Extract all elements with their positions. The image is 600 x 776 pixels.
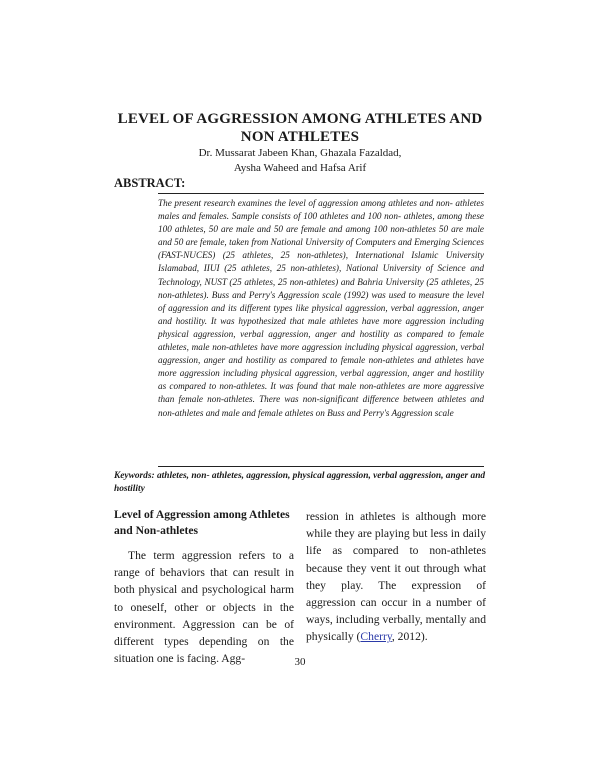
abstract-text: The present research examines the level of aggression among athletes and non- athletes males and females. Sample consists of 100 athletes and 100 non- athletes, among these 100 athletes, 50 are male and 50 are female and among 100 non-athletes 50 are male and 50 are female, taken from National University of Computers and Emerging Sciences (FAST-NUCES) (25 athletes, 25 non-athletes), International Islamic University Islamabad, IIUI (25 athletes, 25 non-athletes), National University of Science and Technology, NUST (25 athletes, 25 non-athletes) and Bahria University (25 athletes, 25 non-athletes). Buss and Perry's Aggression scale (1992) was used to measure the level of aggression and its different types like physical aggression, verbal aggression, anger and hostility. It was hypothesized that male athletes have more aggression including physical aggression, verbal aggression, anger and hostility as compared to female athletes, male non-athletes have more aggression including physical aggression, verbal aggression, anger and hostility as compared to female non-athletes and athletes have more aggression including physical aggression, verbal aggression, anger and hostility as compared to non-athletes. It was found that male non-athletes are more aggressive than female non-athletes. There was non-significant difference between athletes and non-athletes and male and female athletes on Buss and Perry's Aggression scale [158, 198, 484, 418]
author-list [170, 146, 430, 176]
right-paragraph-tail: , 2012). [391, 630, 428, 644]
page-number: 30 [294, 656, 306, 668]
abstract-heading: ABSTRACT: [114, 176, 186, 190]
left-column [114, 507, 294, 667]
section-heading: Level of Aggression among Athletes and Non-athletes [114, 508, 290, 537]
abstract-top-rule [158, 193, 484, 194]
authors-line-1: Dr. Mussarat Jabeen Khan, Ghazala Fazaldad, [198, 147, 402, 159]
citation-link[interactable]: Cherry [360, 630, 392, 644]
right-column [306, 508, 486, 646]
abstract-bottom-rule [158, 466, 484, 467]
authors-line-2: Aysha Waheed and Hafsa Arif [233, 162, 367, 174]
keywords [114, 470, 486, 496]
keywords-label: Keywords: [114, 471, 155, 481]
paper-title: LEVEL OF AGGRESSION AMONG ATHLETES AND NON ATHLETES [117, 111, 483, 145]
left-paragraph: The term aggression refers to a range of behaviors that can result in both physical and psychological harm to oneself, other or objects in the environment. Aggression can be of different types depending on the situation one is facing. Agg- [114, 549, 294, 666]
right-paragraph-text: ression in athletes is although more while they are playing but less in daily life as compared to non-athletes because they vent it out through what they play. The expression of aggression can occur in a number of ways, including verbally, mentally and physically ( [306, 510, 486, 644]
keywords-text: athletes, non- athletes, aggression, physical aggression, verbal aggression, anger and hostility [114, 471, 486, 494]
